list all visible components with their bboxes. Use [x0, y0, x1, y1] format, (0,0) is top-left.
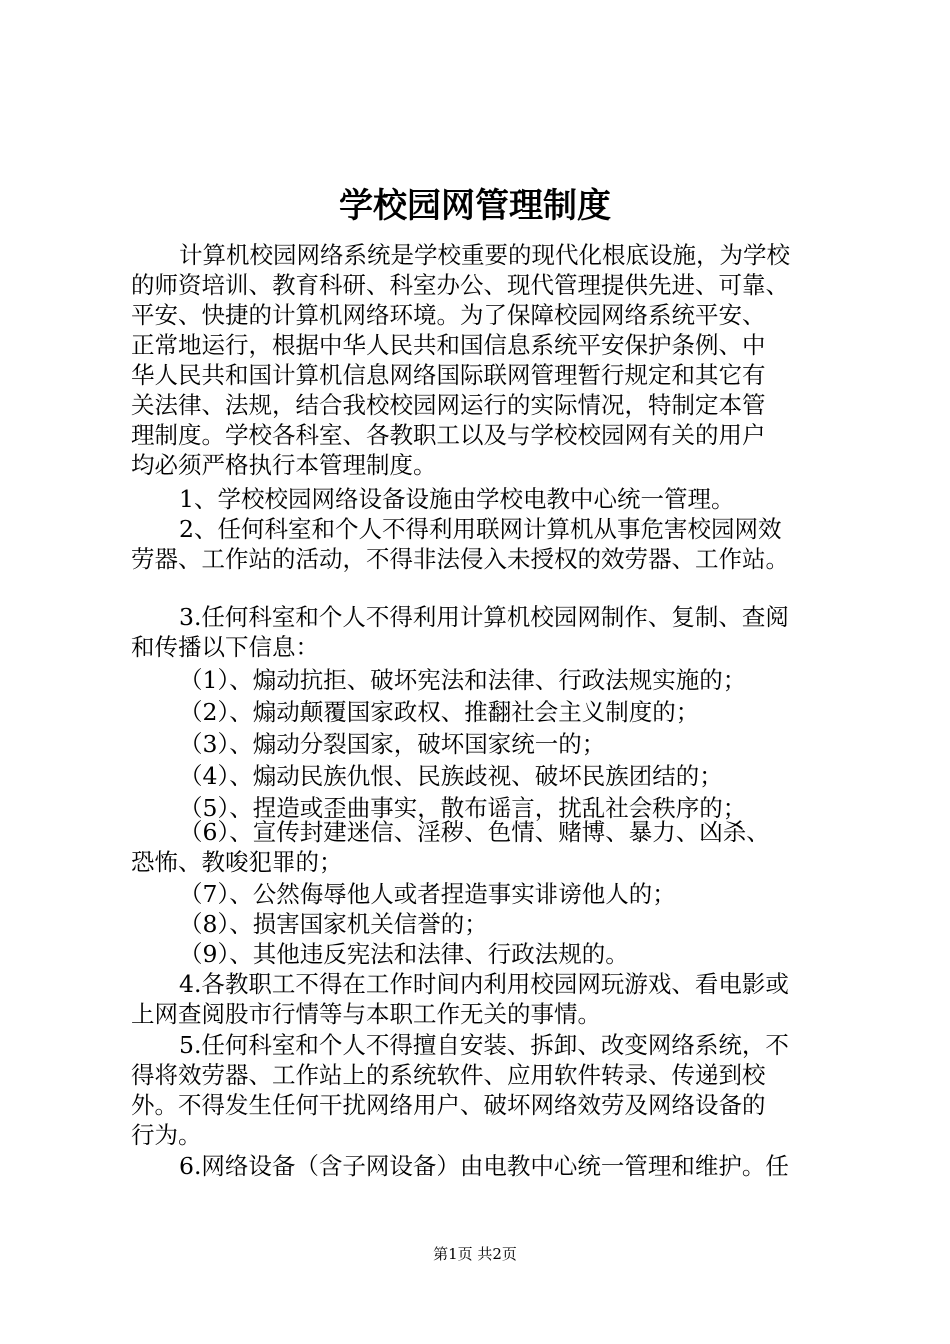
body-line: （6）、宣传封建迷信、淫秽、色情、赌博、暴力、凶杀、	[179, 818, 770, 846]
body-line: （8）、损害国家机关信誉的；	[179, 910, 488, 938]
body-line: 恐怖、教唆犯罪的；	[131, 848, 343, 876]
body-line: （5）、捏造或歪曲事实，散布谣言，扰乱社会秩序的；	[179, 794, 747, 822]
body-line: 关法律、法规，结合我校校园网运行的实际情况，特制定本管	[131, 391, 766, 419]
body-line: 正常地运行，根据中华人民共和国信息系统平安保护条例、中	[131, 331, 766, 359]
body-line: 华人民共和国计算机信息网络国际联网管理暂行规定和其它有	[131, 361, 766, 389]
body-line: 计算机校园网络系统是学校重要的现代化根底设施，为学校	[179, 241, 790, 269]
body-line: 上网查阅股市行情等与本职工作无关的事情。	[131, 1000, 601, 1028]
body-line: （1）、煽动抗拒、破坏宪法和法律、行政法规实施的；	[179, 666, 747, 694]
body-line: 3.任何科室和个人不得利用计算机校园网制作、复制、查阅	[179, 603, 789, 631]
body-line: 5.任何科室和个人不得擅自安装、拆卸、改变网络系统，不	[179, 1031, 789, 1059]
body-line: 和传播以下信息：	[131, 633, 319, 661]
body-line: 行为。	[131, 1121, 202, 1149]
body-line: 1、学校校园网络设备设施由学校电教中心统一管理。	[179, 485, 735, 513]
body-line: 理制度。学校各科室、各教职工以及与学校校园网有关的用户	[131, 421, 766, 449]
body-line: 平安、快捷的计算机网络环境。为了保障校园网络系统平安、	[131, 301, 766, 329]
body-line: 劳器、工作站的活动，不得非法侵入未授权的效劳器、工作站。	[131, 545, 789, 573]
body-line: （4）、煽动民族仇恨、民族歧视、破坏民族团结的；	[179, 762, 723, 790]
page-footer: 第1页 共2页	[433, 1245, 517, 1263]
body-line: 均必须严格执行本管理制度。	[131, 451, 437, 479]
body-line: （3）、煽动分裂国家，破坏国家统一的；	[179, 730, 606, 758]
body-line: （7）、公然侮辱他人或者捏造事实诽谤他人的；	[179, 880, 676, 908]
body-line: 6.网络设备（含子网设备）由电教中心统一管理和维护。任	[179, 1152, 789, 1180]
body-line: 的师资培训、教育科研、科室办公、现代管理提供先进、可靠、	[131, 271, 789, 299]
body-line: 4.各教职工不得在工作时间内利用校园网玩游戏、看电影或	[179, 970, 789, 998]
document-title: 学校园网管理制度	[339, 186, 611, 226]
body-line: 外。不得发生任何干扰网络用户、破坏网络效劳及网络设备的	[131, 1091, 766, 1119]
body-line: 得将效劳器、工作站上的系统软件、应用软件转录、传递到校	[131, 1061, 766, 1089]
body-line: （2）、煽动颠覆国家政权、推翻社会主义制度的；	[179, 698, 700, 726]
body-line: 2、任何科室和个人不得利用联网计算机从事危害校园网效	[179, 515, 782, 543]
body-line: （9）、其他违反宪法和法律、行政法规的。	[179, 940, 629, 968]
